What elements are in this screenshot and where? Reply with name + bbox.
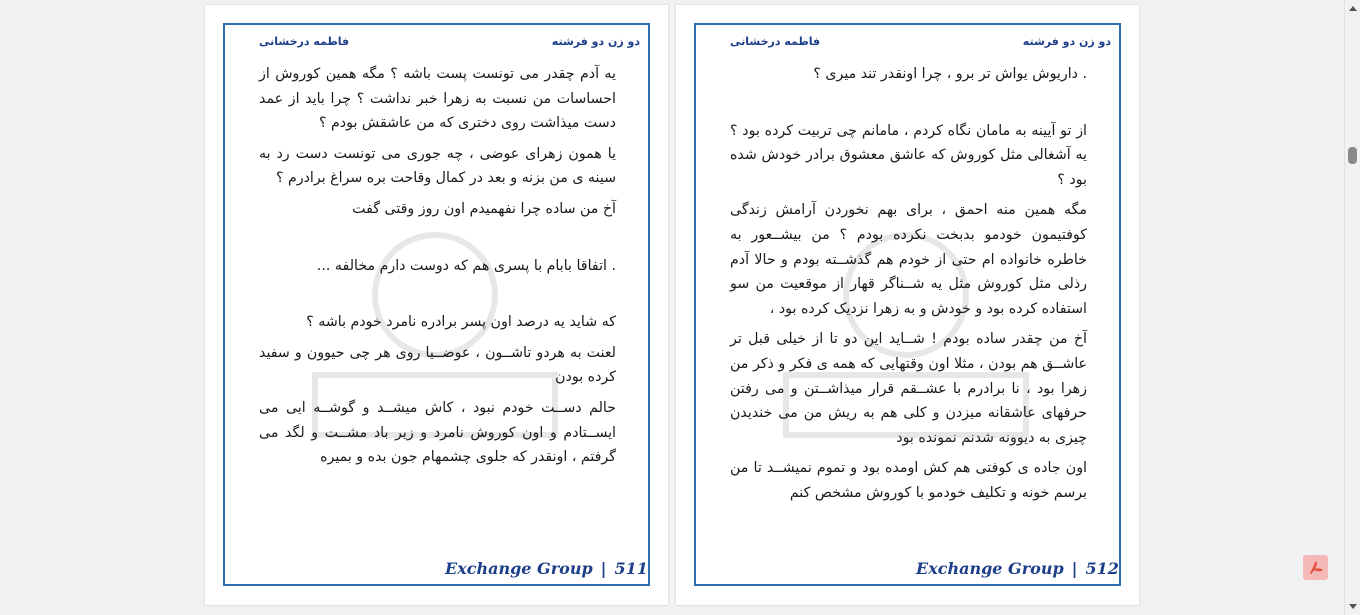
footer-group: Exchange Group: [445, 559, 593, 578]
footer-group: Exchange Group: [916, 559, 1064, 578]
scroll-up-icon[interactable]: [1349, 6, 1357, 11]
page-footer: [916, 559, 1119, 578]
scroll-down-icon[interactable]: [1349, 604, 1357, 609]
paragraph: حالم دســت خودم نبود ، کاش میشــد و گوشــه ایی می ایســتادم و اون کوروش نامرد و زیر باد مشــت و لگد می گرفتم ، اونقدر که جلوی چشمهام جون بده و بمیره: [259, 399, 616, 466]
page-border: [223, 23, 650, 586]
book-title: دو زن دو فرشته: [1022, 35, 1111, 48]
page-border: [694, 23, 1121, 586]
page-number: 511: [614, 559, 648, 578]
paragraph: یه آدم چقدر می تونست پست باشه ؟ مگه همین کوروش از احساسات من نسبت به زهرا خبر نداشت ؟ چرا باید از عمد دست میذاشت روی دختری که من عاشقش بودم ؟: [259, 66, 616, 132]
book-title: دو زن دو فرشته: [551, 35, 640, 48]
paragraph: که شاید یه درصد اون پسر برادره نامرد خودم باشه ؟: [306, 314, 616, 331]
paragraph: اون جاده ی کوفتی هم کش اومده بود و تموم نمیشــد تا من برسم خونه و تکلیف خودمو با کوروش مشخص کنم: [730, 460, 1087, 501]
paragraph: آخ من ساده چرا نفهمیدم اون روز وقتی گفت: [352, 200, 616, 217]
author-name: فاطمه درخشانی: [730, 35, 821, 48]
pdf-download-button[interactable]: [1303, 555, 1328, 580]
page-body: [730, 62, 1087, 512]
vertical-scrollbar[interactable]: [1344, 0, 1360, 615]
paragraph: لعنت به هردو تاشــون ، عوضــیا روی هر چی حیوون و سفید کرده بودن: [259, 344, 616, 386]
paragraph: . اتفاقا بابام با پسری هم که دوست دارم مخالفه ...: [316, 257, 616, 274]
page-511: [205, 5, 668, 605]
page-footer: [445, 559, 648, 578]
author-name: فاطمه درخشانی: [259, 35, 350, 48]
paragraph: . داریوش یواش تر برو ، چرا اونقدر تند میری ؟: [813, 66, 1087, 82]
footer-separator: |: [1071, 559, 1078, 578]
paragraph: مگه همین منه احمق ، برای بهم نخوردن آرامش زندگی کوفتیمون خودمو بدبخت نکرده بودم ؟ من بیشــعور به خاطره خانواده ام حتی از خودم هم گذشــته بودم و حالا آدم رذلی مثل کوروش مثل یه شــناگر قهار از موقعیت من سو استفاده کرده بود و خودش و به زهرا نزدیک کرده بود ،: [730, 202, 1087, 317]
footer-separator: |: [600, 559, 607, 578]
page-number: 512: [1085, 559, 1119, 578]
scroll-thumb[interactable]: [1348, 147, 1357, 164]
paragraph: از تو آیینه به مامان نگاه کردم ، مامانم چی تربیت کرده بود ؟ یه آشغالی مثل کوروش که عاشق معشوق برادر خودش شده بود ؟: [730, 122, 1087, 188]
acrobat-icon: [1307, 559, 1325, 577]
paragraph: آخ من چقدر ساده بودم ! شــاید این دو تا از خیلی قبل تر عاشــق هم بودن ، مثلا اون وقتهایی که همه ی فکر و ذکر من زهرا بود ، نا برادرم با عشــقم قرار میذاشــتن و می رفتن حرفهای عاشقانه میزدن و کلی هم به ریش من می خندیدن چیزی به دیوونه شدنم نمونده بود: [730, 331, 1087, 446]
page-512: [676, 5, 1139, 605]
page-body: [259, 62, 616, 476]
paragraph: یا همون زهرای عوضی ، چه جوری می تونست دست رد به سینه ی من بزنه و بعد در کمال وقاحت بره سراغ برادرم ؟: [259, 145, 616, 187]
